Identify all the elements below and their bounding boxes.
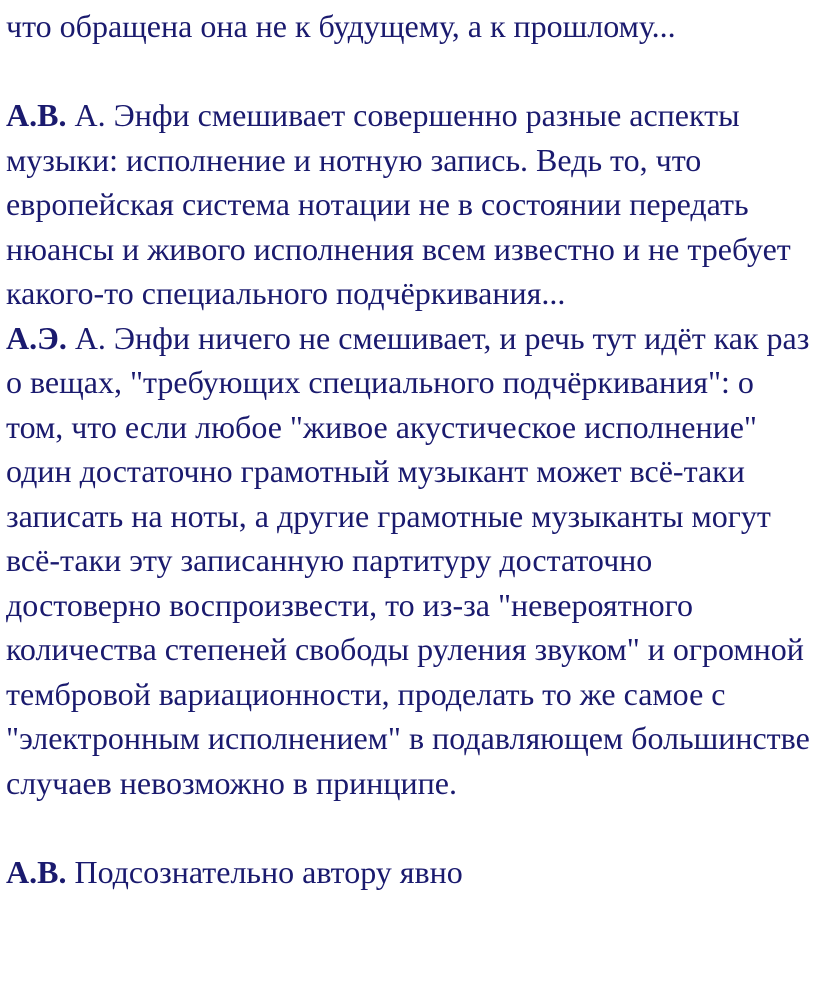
speaker-label: А.Э. bbox=[6, 319, 67, 356]
paragraph-spacer bbox=[6, 805, 812, 850]
paragraph-text: что обращена она не к будущему, а к прошлому... bbox=[6, 8, 676, 44]
paragraph-ae-1 bbox=[6, 316, 812, 806]
speaker-label: А.В. bbox=[6, 97, 67, 133]
paragraph-text: А. Энфи смешивает совершенно разные аспекты музыки: исполнение и нотную запись. Ведь то, что европейская система нотации не в состоянии передать нюансы и живого исполнения всем известно и не требует какого-то специального подчёркивания... bbox=[6, 97, 791, 311]
paragraph-text: А. Энфи ничего не смешивает, и речь тут идёт как раз о вещах, "требующих специального подчёркивания": о том, что если любое "живое акустическое исполнение" один достаточно грамотный музыкант может всё-таки записать на ноты, а другие грамотные музыканты могут всё-таки эту записанную партитуру достаточно достоверно воспроизвести, то из-за "невероятного количества степеней свободы руления звуком" и огромной тембровой вариационности, проделать то же самое с "электронным исполнением" в подавляющем большинстве случаев невозможно в принципе. bbox=[6, 319, 810, 801]
paragraph-av-1 bbox=[6, 93, 812, 316]
paragraph-spacer bbox=[6, 49, 812, 94]
paragraph-text: Подсознательно автору явно bbox=[66, 853, 463, 890]
speaker-label: А.В. bbox=[6, 853, 67, 890]
paragraph-intro bbox=[6, 4, 812, 49]
paragraph-av-2 bbox=[6, 850, 812, 895]
